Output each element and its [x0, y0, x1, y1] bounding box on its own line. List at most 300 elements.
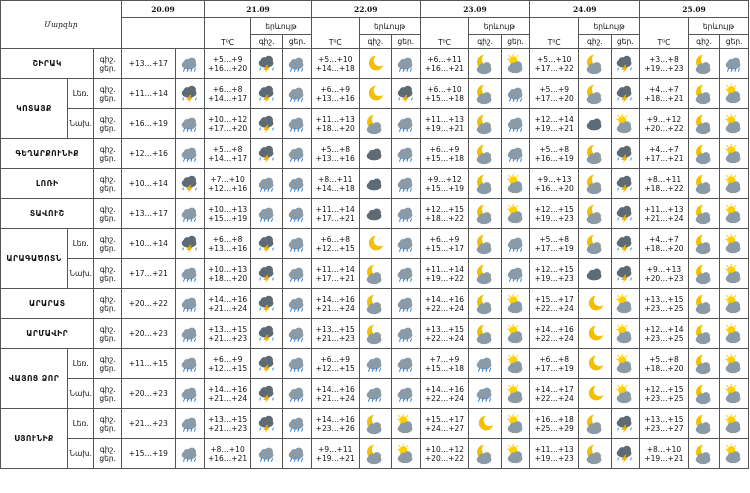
night-label: գիշ.: [99, 294, 116, 304]
night-temp: +8…+11: [646, 174, 682, 184]
night-temp: +6…+9: [212, 354, 243, 364]
temp-range-cell: [530, 49, 579, 79]
sun-cloud-icon: [720, 143, 748, 165]
weather-icon-cell: [175, 109, 204, 139]
day-label: ցեր.: [99, 273, 116, 283]
table-row: [1, 199, 749, 229]
cloud-rain-icon: [176, 263, 204, 285]
temp-range-cell: [640, 139, 689, 169]
day-temp: +12…+15: [315, 243, 355, 253]
cloud-rain-icon: [392, 53, 419, 75]
cloud-rain-icon: [502, 143, 529, 165]
temp-unit-header: T⁰C: [205, 18, 251, 49]
sun-cloud-icon: [502, 53, 529, 75]
night-temp: +13…+15: [424, 324, 465, 334]
day-temp: +19…+23: [534, 213, 574, 223]
sun-cloud-icon: [720, 353, 748, 375]
day-header: ցեր.: [720, 35, 749, 49]
sun-cloud-icon: [612, 383, 639, 405]
weather-icon-cell: [175, 49, 204, 79]
weather-icon-cell: [688, 229, 719, 259]
temp-range-cell: [420, 229, 469, 259]
day-temp: +19…+22: [424, 273, 465, 283]
weather-icon-cell: [579, 109, 612, 139]
cloud-rain-icon: [176, 53, 204, 75]
night-temp: +12…+15: [424, 204, 465, 214]
cloud-thunder-icon: [176, 83, 204, 105]
temp-range-cell: [530, 79, 579, 109]
cloud-rain-icon: [176, 383, 204, 405]
day-temp: +17…+19: [534, 363, 574, 373]
temp-range-cell: [311, 109, 359, 139]
weather-icon-cell: [359, 79, 392, 109]
cloud-rain-icon: [720, 53, 748, 75]
day-temp: +13…+16: [315, 93, 355, 103]
day-label: ցեր.: [99, 123, 116, 133]
day-temp: +15…+18: [424, 363, 465, 373]
night-header: գիշ.: [359, 35, 392, 49]
date-header: 22.09: [311, 1, 420, 18]
weather-icon-cell: [611, 199, 639, 229]
cloud-thunder-icon: [612, 413, 639, 435]
weather-icon-cell: [469, 379, 502, 409]
regions-header: Մարզեր: [1, 1, 122, 49]
table-row: [1, 409, 749, 439]
temp-range-cell: [420, 439, 469, 469]
weather-icon-cell: [392, 289, 420, 319]
sun-cloud-icon: [612, 113, 639, 135]
night-label: գիշ.: [99, 264, 116, 274]
weather-icon-cell: [175, 229, 204, 259]
table-row: [1, 49, 749, 79]
temp-range-cell: [311, 199, 359, 229]
night-temp: +10…+13: [207, 204, 248, 214]
temp-range-cell: [420, 79, 469, 109]
weather-icon-cell: [175, 379, 204, 409]
sun-cloud-icon: [612, 323, 639, 345]
weather-icon-cell: [688, 259, 719, 289]
moon-cloud-icon: [469, 173, 501, 195]
temp-range-cell: [420, 109, 469, 139]
day-temp: +10…+14: [121, 229, 175, 259]
cloud-rain-icon: [469, 383, 501, 405]
altitude-label: Նախ.: [68, 109, 94, 139]
day-temp: +12…+15: [315, 363, 355, 373]
day-temp: +18…+21: [644, 93, 684, 103]
weather-icon-cell: [469, 349, 502, 379]
day-temp: +23…+25: [644, 303, 684, 313]
day-temp: +17…+21: [315, 273, 355, 283]
night-header: գիշ.: [579, 35, 612, 49]
temp-range-cell: [640, 259, 689, 289]
altitude-label: Լեռ.: [68, 349, 94, 379]
moon-icon: [579, 353, 611, 375]
night-temp: +4…+7: [649, 84, 679, 94]
night-temp: +11…+13: [424, 114, 465, 124]
night-temp: +13…+15: [315, 324, 355, 334]
sun-cloud-icon: [502, 293, 529, 315]
weather-icon-cell: [359, 229, 392, 259]
weather-icon-cell: [359, 109, 392, 139]
weather-icon-cell: [501, 259, 529, 289]
time-of-day-cell: [94, 289, 121, 319]
weather-icon-cell: [469, 139, 502, 169]
weather-icon-cell: [501, 139, 529, 169]
day-temp: +14…+18: [315, 183, 355, 193]
day-temp: +16…+19: [121, 109, 175, 139]
time-of-day-cell: [94, 109, 121, 139]
table-row: [1, 379, 749, 409]
cloud-rain-icon: [283, 203, 310, 225]
sun-cloud-icon: [720, 203, 748, 225]
temp-range-cell: [530, 109, 579, 139]
night-label: գիշ.: [99, 204, 116, 214]
weather-icon-cell: [283, 49, 311, 79]
temp-range-cell: [205, 349, 251, 379]
temp-range-cell: [205, 439, 251, 469]
day-temp: +22…+24: [534, 333, 574, 343]
sun-cloud-icon: [720, 83, 748, 105]
temp-range-cell: [420, 379, 469, 409]
day-header: ցեր.: [392, 35, 420, 49]
night-temp: +6…+8: [320, 234, 351, 244]
moon-cloud-icon: [360, 113, 392, 135]
day-temp: +13…+16: [315, 153, 355, 163]
night-temp: +13…+15: [207, 324, 248, 334]
day-temp: +18…+20: [207, 273, 248, 283]
night-temp: +5…+8: [649, 354, 679, 364]
moon-cloud-icon: [469, 263, 501, 285]
night-temp: +6…+9: [320, 84, 351, 94]
temp-range-cell: [205, 259, 251, 289]
temp-range-cell: [205, 139, 251, 169]
cloud-rain-icon: [283, 263, 310, 285]
weather-icon-cell: [283, 199, 311, 229]
cloud-thunder-icon: [251, 53, 283, 75]
day-header: ցեր.: [611, 35, 639, 49]
temp-range-cell: [420, 139, 469, 169]
altitude-label: Լեռ.: [68, 79, 94, 109]
moon-cloud-icon: [360, 413, 392, 435]
weather-icon-cell: [392, 409, 420, 439]
cloud-thunder-icon: [251, 353, 283, 375]
night-temp: +12…+15: [534, 204, 574, 214]
moon-cloud-icon: [689, 293, 719, 315]
time-of-day-cell: [94, 79, 121, 109]
moon-cloud-icon: [689, 83, 719, 105]
night-temp: +14…+16: [315, 414, 355, 424]
night-temp: +6…+8: [539, 354, 570, 364]
day-temp: +18…+22: [424, 213, 465, 223]
night-temp: +6…+9: [320, 354, 351, 364]
night-temp: +9…+11: [318, 444, 353, 454]
cloud-rain-icon: [392, 353, 419, 375]
weather-icon-cell: [392, 49, 420, 79]
weather-icon-cell: [579, 199, 612, 229]
table-row: [1, 319, 749, 349]
sun-cloud-icon: [720, 113, 748, 135]
weather-icon-cell: [579, 49, 612, 79]
night-temp: +11…+13: [534, 444, 574, 454]
region-name: ԱՐԱՐԱՏ: [1, 289, 94, 319]
time-of-day-cell: [94, 379, 121, 409]
night-temp: +5…+8: [320, 144, 351, 154]
weather-icon-cell: [392, 229, 420, 259]
time-of-day-cell: [94, 319, 121, 349]
region-name: ԼՈՌԻ: [1, 169, 94, 199]
weather-icon-cell: [720, 199, 749, 229]
cloud-rain-icon: [283, 383, 310, 405]
time-of-day-cell: [94, 259, 121, 289]
weather-icon-cell: [720, 439, 749, 469]
weather-icon-cell: [501, 169, 529, 199]
cloud-rain-icon: [251, 203, 283, 225]
cloud-rain-icon: [283, 353, 310, 375]
day-temp: +21…+23: [207, 423, 248, 433]
cloud-thunder-icon: [251, 113, 283, 135]
weather-icon-cell: [469, 439, 502, 469]
moon-cloud-icon: [469, 443, 501, 465]
night-temp: +11…+13: [315, 114, 355, 124]
night-temp: +13…+15: [644, 414, 684, 424]
cloud-rain-icon: [392, 173, 419, 195]
temp-range-cell: [205, 199, 251, 229]
weather-icon-cell: [359, 139, 392, 169]
night-temp: +8…+10: [210, 444, 245, 454]
day-temp: +18…+20: [644, 243, 684, 253]
time-of-day-cell: [94, 229, 121, 259]
region-name: ՇԻՐԱԿ: [1, 49, 94, 79]
night-temp: +5…+10: [537, 54, 572, 64]
sun-cloud-icon: [720, 173, 748, 195]
weather-icon-cell: [579, 349, 612, 379]
day-temp: +10…+14: [121, 169, 175, 199]
moon-cloud-icon: [579, 143, 611, 165]
table-row: [1, 79, 749, 109]
night-temp: +14…+17: [534, 384, 574, 394]
weather-icon-cell: [392, 259, 420, 289]
weather-icon-cell: [579, 79, 612, 109]
temp-range-cell: [530, 139, 579, 169]
moon-icon: [360, 83, 392, 105]
table-row: [1, 139, 749, 169]
date-header: 21.09: [205, 1, 312, 18]
forecast-body: [1, 49, 749, 469]
day-temp: +15…+19: [121, 439, 175, 469]
cloud-rain-icon: [392, 143, 419, 165]
weather-icon-cell: [392, 439, 420, 469]
cloud-rain-icon: [283, 443, 310, 465]
temp-range-cell: [311, 169, 359, 199]
night-temp: +6…+11: [427, 54, 462, 64]
cloud-rain-icon: [392, 383, 419, 405]
day-temp: +22…+24: [534, 393, 574, 403]
time-of-day-cell: [94, 439, 121, 469]
cloud-thunder-icon: [251, 83, 283, 105]
night-temp: +14…+16: [207, 384, 248, 394]
weather-icon-cell: [359, 199, 392, 229]
dark-cloud-icon: [579, 263, 611, 285]
temp-range-cell: [311, 139, 359, 169]
temp-range-cell: [311, 289, 359, 319]
moon-cloud-icon: [689, 443, 719, 465]
day-temp: +24…+27: [424, 423, 465, 433]
cloud-rain-icon: [392, 263, 419, 285]
table-row: [1, 289, 749, 319]
weather-icon-cell: [501, 319, 529, 349]
sun-cloud-icon: [612, 353, 639, 375]
moon-icon: [579, 323, 611, 345]
temp-range-cell: [640, 229, 689, 259]
weather-icon-cell: [611, 49, 639, 79]
moon-icon: [469, 413, 501, 435]
weather-icon-cell: [359, 49, 392, 79]
weather-icon-cell: [579, 259, 612, 289]
night-temp: +3…+8: [649, 54, 679, 64]
night-temp: +11…+14: [315, 264, 355, 274]
table-row: [1, 349, 749, 379]
temp-unit-header: T⁰C: [530, 18, 579, 49]
weather-icon-cell: [688, 49, 719, 79]
day-temp: +14…+18: [315, 63, 355, 73]
day-temp: +12…+15: [207, 363, 248, 373]
temp-range-cell: [530, 229, 579, 259]
moon-cloud-icon: [689, 323, 719, 345]
day-temp: +21…+24: [207, 303, 248, 313]
night-temp: +9…+12: [646, 114, 682, 124]
cloud-rain-icon: [176, 323, 204, 345]
temp-range-cell: [311, 349, 359, 379]
cloud-thunder-icon: [251, 293, 283, 315]
table-row: [1, 109, 749, 139]
weather-icon-cell: [250, 49, 283, 79]
night-temp: +12…+14: [644, 324, 684, 334]
day-label: ցեր.: [99, 393, 116, 403]
night-temp: +7…+9: [429, 354, 460, 364]
cloud-rain-icon: [502, 83, 529, 105]
weather-icon-cell: [579, 409, 612, 439]
day-temp: +20…+22: [424, 453, 465, 463]
night-label: գիշ.: [99, 114, 116, 124]
cloud-rain-icon: [283, 113, 310, 135]
temp-range-cell: [530, 379, 579, 409]
weather-icon-cell: [579, 439, 612, 469]
weather-header: երևույթ: [688, 18, 748, 35]
cloud-rain-icon: [283, 233, 310, 255]
region-name: ԿՈՏԱՅՔ: [1, 79, 68, 139]
weather-icon-cell: [250, 79, 283, 109]
sun-cloud-icon: [392, 413, 419, 435]
night-temp: +4…+7: [649, 144, 679, 154]
weather-icon-cell: [611, 259, 639, 289]
day-temp: +15…+19: [424, 183, 465, 193]
weather-icon-cell: [283, 379, 311, 409]
temp-range-cell: [530, 289, 579, 319]
sun-cloud-icon: [502, 413, 529, 435]
weather-icon-cell: [611, 439, 639, 469]
night-temp: +9…+13: [646, 264, 682, 274]
cloud-thunder-icon: [176, 173, 204, 195]
day-temp: +17…+21: [121, 259, 175, 289]
night-temp: +10…+13: [207, 264, 248, 274]
sun-cloud-icon: [502, 353, 529, 375]
sun-cloud-icon: [720, 233, 748, 255]
cloud-rain-icon: [283, 323, 310, 345]
moon-cloud-icon: [469, 53, 501, 75]
night-label: գիշ.: [99, 84, 116, 94]
table-row: [1, 259, 749, 289]
moon-cloud-icon: [469, 113, 501, 135]
temp-range-cell: [205, 229, 251, 259]
weather-icon-cell: [359, 259, 392, 289]
weather-icon-cell: [720, 169, 749, 199]
day-temp: +22…+24: [534, 303, 574, 313]
night-temp: +13…+15: [644, 294, 684, 304]
weather-icon-cell: [359, 409, 392, 439]
temp-range-cell: [311, 49, 359, 79]
weather-icon-cell: [720, 409, 749, 439]
day-temp: +18…+20: [644, 363, 684, 373]
weather-icon-cell: [611, 349, 639, 379]
temp-range-cell: [420, 289, 469, 319]
moon-cloud-icon: [579, 233, 611, 255]
day-temp: +19…+21: [534, 123, 574, 133]
weather-icon-cell: [359, 289, 392, 319]
sun-cloud-icon: [502, 443, 529, 465]
moon-cloud-icon: [469, 83, 501, 105]
cloud-rain-icon: [176, 203, 204, 225]
cloud-rain-icon: [283, 83, 310, 105]
night-label: գիշ.: [99, 414, 116, 424]
day-label: ցեր.: [99, 453, 116, 463]
cloud-rain-icon: [283, 293, 310, 315]
night-temp: +14…+16: [534, 324, 574, 334]
weather-icon-cell: [250, 229, 283, 259]
moon-cloud-icon: [579, 413, 611, 435]
weather-icon-cell: [688, 439, 719, 469]
weather-icon-cell: [283, 319, 311, 349]
temp-range-cell: [640, 319, 689, 349]
night-temp: +8…+10: [646, 444, 682, 454]
region-name: ԱՐՄԱՎԻՐ: [1, 319, 94, 349]
weather-icon-cell: [688, 349, 719, 379]
temp-range-cell: [420, 349, 469, 379]
weather-icon-cell: [250, 199, 283, 229]
temp-range-cell: [311, 379, 359, 409]
day-temp: +21…+24: [315, 303, 355, 313]
day-temp: +15…+18: [424, 93, 465, 103]
day-temp: +22…+24: [424, 333, 465, 343]
day-temp: +14…+17: [207, 153, 248, 163]
sun-cloud-icon: [392, 443, 419, 465]
day-temp: +13…+16: [207, 243, 248, 253]
weather-icon-cell: [250, 259, 283, 289]
day-temp: +19…+23: [644, 63, 684, 73]
temp-range-cell: [420, 319, 469, 349]
sun-cloud-icon: [720, 383, 748, 405]
moon-cloud-icon: [689, 143, 719, 165]
day-temp: +23…+27: [644, 423, 684, 433]
weather-icon-cell: [175, 409, 204, 439]
temp-range-cell: [530, 199, 579, 229]
date-header: 24.09: [530, 1, 640, 18]
day-label: ցեր.: [99, 213, 116, 223]
day-temp: +17…+20: [534, 93, 574, 103]
day-temp: +19…+23: [534, 273, 574, 283]
cloud-thunder-icon: [251, 323, 283, 345]
weather-icon-cell: [469, 109, 502, 139]
sun-cloud-icon: [720, 413, 748, 435]
